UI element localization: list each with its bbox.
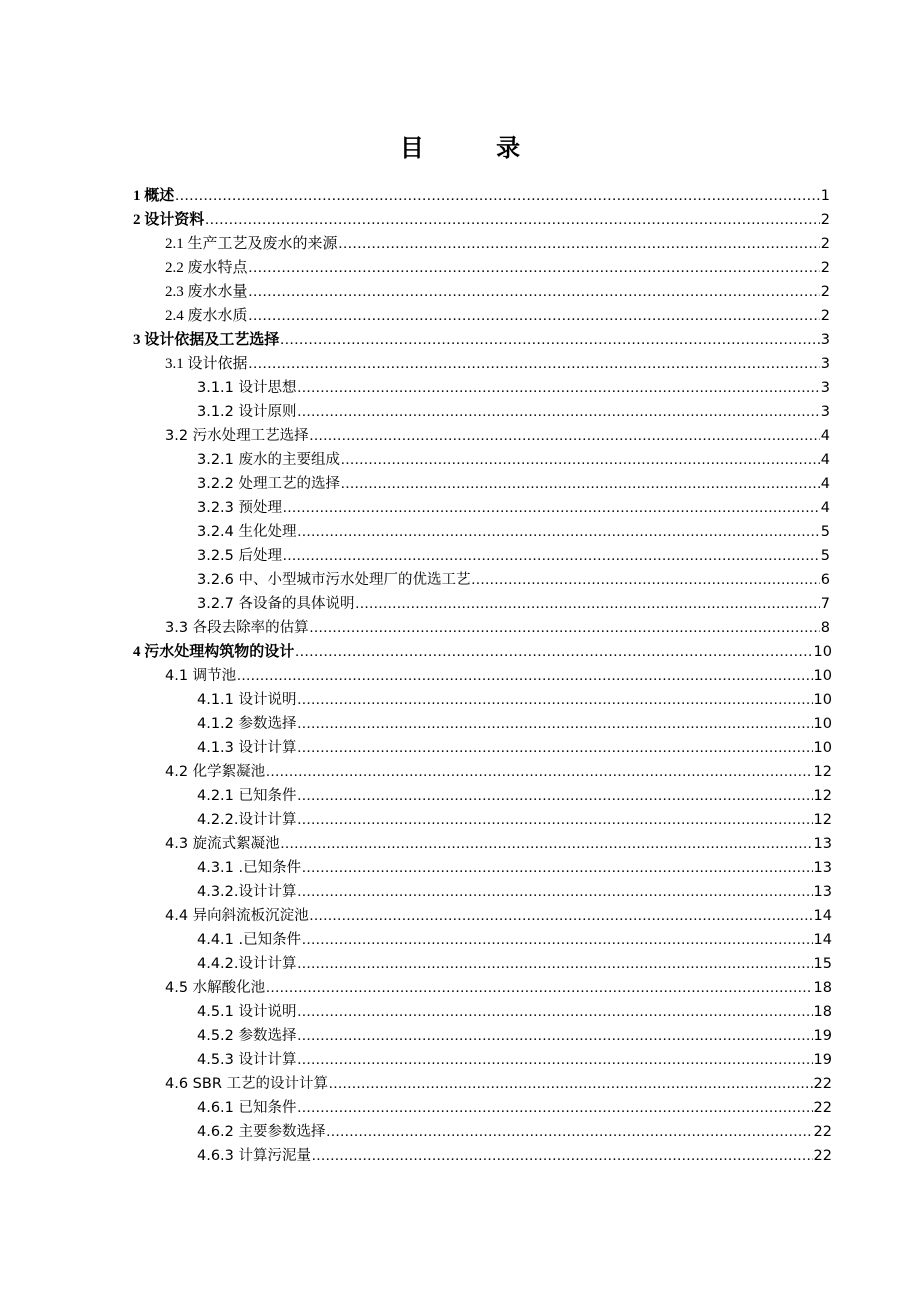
toc-entry-page-number: 4 xyxy=(820,452,830,468)
toc-entry[interactable] xyxy=(197,520,830,544)
toc-entry-page-number: 2 xyxy=(820,284,830,300)
toc-dot-leader xyxy=(249,304,820,328)
toc-dot-leader xyxy=(298,1048,813,1072)
toc-entry-label: 4.2.1 已知条件 xyxy=(197,788,297,804)
toc-entry-label: 4.5.3 设计计算 xyxy=(197,1052,297,1068)
toc-entry-label: 3.2.2 处理工艺的选择 xyxy=(197,476,341,492)
toc-entry[interactable] xyxy=(165,976,832,1000)
toc-entry-page-number: 22 xyxy=(813,1148,832,1164)
toc-entry-page-number: 2 xyxy=(820,260,830,276)
toc-entry[interactable] xyxy=(197,1000,832,1024)
toc-entry-page-number: 4 xyxy=(820,428,830,444)
toc-entry[interactable] xyxy=(165,280,830,304)
toc-entry-page-number: 15 xyxy=(813,956,832,972)
toc-entry-page-number: 12 xyxy=(813,812,832,828)
toc-entry[interactable] xyxy=(197,448,830,472)
toc-entry-page-number: 13 xyxy=(813,884,832,900)
toc-entry[interactable] xyxy=(197,1024,832,1048)
toc-dot-leader xyxy=(298,784,813,808)
toc-entry-label: 3.1 设计依据 xyxy=(165,356,248,372)
toc-dot-leader xyxy=(329,1072,813,1096)
toc-entry-label: 4.6.2 主要参数选择 xyxy=(197,1124,326,1140)
toc-entry-page-number: 10 xyxy=(813,668,832,684)
toc-entry[interactable] xyxy=(165,904,832,928)
toc-dot-leader xyxy=(298,376,820,400)
toc-dot-leader xyxy=(266,976,812,1000)
toc-entry-label: 3.3 各段去除率的估算 xyxy=(165,620,309,636)
toc-dot-leader xyxy=(298,808,813,832)
toc-entry[interactable] xyxy=(197,784,832,808)
toc-dot-leader xyxy=(298,736,813,760)
toc-dot-leader xyxy=(298,400,820,424)
toc-entry[interactable] xyxy=(165,352,830,376)
toc-entry-page-number: 3 xyxy=(820,332,830,348)
toc-entry[interactable] xyxy=(197,856,832,880)
toc-entry[interactable] xyxy=(197,688,832,712)
toc-dot-leader xyxy=(283,496,820,520)
toc-entry[interactable] xyxy=(197,880,832,904)
toc-entry[interactable] xyxy=(133,208,830,232)
toc-entry-label: 4.1.2 参数选择 xyxy=(197,716,297,732)
toc-dot-leader xyxy=(310,616,820,640)
toc-entry-label: 4.1.1 设计说明 xyxy=(197,692,297,708)
toc-entry-page-number: 10 xyxy=(813,716,832,732)
toc-dot-leader xyxy=(341,448,820,472)
toc-dot-leader xyxy=(237,664,812,688)
toc-entry[interactable] xyxy=(165,664,832,688)
toc-dot-leader xyxy=(249,352,820,376)
toc-entry[interactable] xyxy=(197,544,830,568)
toc-entry-label: 4.3 旋流式絮凝池 xyxy=(165,836,280,852)
toc-dot-leader xyxy=(298,520,820,544)
toc-entry-label: 3.2.3 预处理 xyxy=(197,500,283,516)
toc-entry-page-number: 8 xyxy=(820,620,830,636)
toc-entry-label: 4 污水处理构筑物的设计 xyxy=(133,644,295,660)
toc-entry[interactable] xyxy=(197,472,830,496)
toc-entry[interactable] xyxy=(165,232,830,256)
toc-entry-label: 3.2.6 中、小型城市污水处理厂的优选工艺 xyxy=(197,572,471,588)
toc-dot-leader xyxy=(356,592,820,616)
toc-dot-leader xyxy=(298,1000,813,1024)
toc-entry-label: 2 设计资料 xyxy=(133,212,205,228)
toc-dot-leader xyxy=(339,232,820,256)
toc-entry-page-number: 22 xyxy=(813,1100,832,1116)
toc-entry-page-number: 19 xyxy=(813,1052,832,1068)
toc-entry-page-number: 22 xyxy=(813,1076,832,1092)
toc-entry-label: 2.2 废水特点 xyxy=(165,260,248,276)
toc-entry-page-number: 2 xyxy=(820,236,830,252)
toc-dot-leader xyxy=(472,568,820,592)
toc-dot-leader xyxy=(205,208,820,232)
toc-entry-page-number: 12 xyxy=(813,764,832,780)
toc-entry-page-number: 2 xyxy=(820,308,830,324)
toc-dot-leader xyxy=(298,688,813,712)
toc-entry-label: 4.2 化学絮凝池 xyxy=(165,764,266,780)
toc-entry-page-number: 6 xyxy=(820,572,830,588)
toc-entry[interactable] xyxy=(197,736,832,760)
toc-entry-page-number: 10 xyxy=(813,692,832,708)
toc-entry-label: 3.2.1 废水的主要组成 xyxy=(197,452,341,468)
toc-dot-leader xyxy=(302,856,812,880)
toc-entry-page-number: 10 xyxy=(813,740,832,756)
toc-dot-leader xyxy=(310,424,820,448)
toc-entry-label: 4.5.1 设计说明 xyxy=(197,1004,297,1020)
toc-entry-label: 4.6.1 已知条件 xyxy=(197,1100,297,1116)
toc-entry[interactable] xyxy=(165,1072,832,1096)
toc-entry[interactable] xyxy=(165,256,830,280)
toc-entry-page-number: 1 xyxy=(820,188,830,204)
toc-entry[interactable] xyxy=(165,616,830,640)
toc-entry-label: 4.1 调节池 xyxy=(165,668,237,684)
toc-entry[interactable] xyxy=(197,568,830,592)
toc-entry-label: 4.5.2 参数选择 xyxy=(197,1028,297,1044)
toc-entry-label: 4.3.2.设计计算 xyxy=(197,884,297,900)
toc-entry-label: 3.2.5 后处理 xyxy=(197,548,283,564)
toc-entry-label: 4.4.1 .已知条件 xyxy=(197,932,302,948)
toc-entry-page-number: 19 xyxy=(813,1028,832,1044)
toc-dot-leader xyxy=(280,328,820,352)
toc-entry-page-number: 18 xyxy=(813,980,832,996)
toc-dot-leader xyxy=(175,184,820,208)
toc-entry[interactable] xyxy=(197,712,832,736)
toc-entry-label: 4.6 SBR 工艺的设计计算 xyxy=(165,1076,329,1092)
toc-entry[interactable] xyxy=(165,424,830,448)
toc-entry-page-number: 22 xyxy=(813,1124,832,1140)
toc-entry[interactable] xyxy=(197,496,830,520)
toc-entry[interactable] xyxy=(165,304,830,328)
toc-entry-label: 3.1.1 设计思想 xyxy=(197,380,297,396)
toc-entry-page-number: 4 xyxy=(820,476,830,492)
toc-entry-label: 2.4 废水水质 xyxy=(165,308,248,324)
toc-entry-label: 4.6.3 计算污泥量 xyxy=(197,1148,312,1164)
toc-entry[interactable] xyxy=(197,592,830,616)
toc-entry-label: 2.3 废水水量 xyxy=(165,284,248,300)
toc-entry[interactable] xyxy=(197,952,832,976)
toc-entry[interactable] xyxy=(197,400,830,424)
toc-entry-label: 1 概述 xyxy=(133,188,175,204)
toc-dot-leader xyxy=(298,952,813,976)
toc-entry-page-number: 5 xyxy=(820,548,830,564)
toc-dot-leader xyxy=(298,712,813,736)
toc-dot-leader xyxy=(266,760,812,784)
toc-entry-page-number: 14 xyxy=(813,932,832,948)
toc-entry-page-number: 5 xyxy=(820,524,830,540)
toc-entry-label: 4.1.3 设计计算 xyxy=(197,740,297,756)
toc-entry-page-number: 7 xyxy=(820,596,830,612)
toc-entry-page-number: 13 xyxy=(813,836,832,852)
toc-entry-page-number: 2 xyxy=(820,212,830,228)
toc-entry-label: 3.2.4 生化处理 xyxy=(197,524,297,540)
toc-entry[interactable] xyxy=(133,328,830,352)
toc-entry[interactable] xyxy=(197,808,832,832)
toc-entry[interactable] xyxy=(197,376,830,400)
toc-entry-page-number: 3 xyxy=(820,404,830,420)
toc-entry[interactable] xyxy=(133,640,832,664)
toc-dot-leader xyxy=(295,640,812,664)
toc-entry-label: 4.3.1 .已知条件 xyxy=(197,860,302,876)
toc-entry[interactable] xyxy=(197,1096,832,1120)
toc-entry-page-number: 13 xyxy=(813,860,832,876)
toc-entry[interactable] xyxy=(197,928,832,952)
toc-entry-page-number: 10 xyxy=(813,644,832,660)
toc-dot-leader xyxy=(310,904,813,928)
toc-entry-label: 4.4.2.设计计算 xyxy=(197,956,297,972)
toc-dot-leader xyxy=(302,928,812,952)
toc-entry-page-number: 3 xyxy=(820,380,830,396)
toc-entry-label: 3.1.2 设计原则 xyxy=(197,404,297,420)
toc-entry-label: 4.5 水解酸化池 xyxy=(165,980,266,996)
toc-entry[interactable] xyxy=(165,760,832,784)
toc-entry-page-number: 3 xyxy=(820,356,830,372)
toc-entry-label: 3.2 污水处理工艺选择 xyxy=(165,428,309,444)
toc-dot-leader xyxy=(341,472,820,496)
toc-entry[interactable] xyxy=(197,1144,832,1168)
toc-entry-page-number: 14 xyxy=(813,908,832,924)
toc-entry-page-number: 18 xyxy=(813,1004,832,1020)
toc-dot-leader xyxy=(298,1024,813,1048)
toc-entry-label: 2.1 生产工艺及废水的来源 xyxy=(165,236,338,252)
toc-entry[interactable] xyxy=(165,832,832,856)
toc-entry-label: 3.2.7 各设备的具体说明 xyxy=(197,596,355,612)
toc-entry-label: 4.4 异向斜流板沉淀池 xyxy=(165,908,309,924)
toc-title: 目 录 xyxy=(399,134,553,162)
toc-dot-leader xyxy=(298,1096,813,1120)
toc-dot-leader xyxy=(249,256,820,280)
toc-entry-page-number: 12 xyxy=(813,788,832,804)
toc-dot-leader xyxy=(312,1144,813,1168)
toc-entry[interactable] xyxy=(197,1120,832,1144)
toc-entry-label: 3 设计依据及工艺选择 xyxy=(133,332,280,348)
toc-entry[interactable] xyxy=(197,1048,832,1072)
toc-entry-label: 4.2.2.设计计算 xyxy=(197,812,297,828)
toc-dot-leader xyxy=(283,544,820,568)
toc-dot-leader xyxy=(249,280,820,304)
toc-dot-leader xyxy=(281,832,813,856)
toc-dot-leader xyxy=(327,1120,813,1144)
toc-dot-leader xyxy=(298,880,813,904)
toc-entry[interactable] xyxy=(133,184,830,208)
toc-entry-page-number: 4 xyxy=(820,500,830,516)
